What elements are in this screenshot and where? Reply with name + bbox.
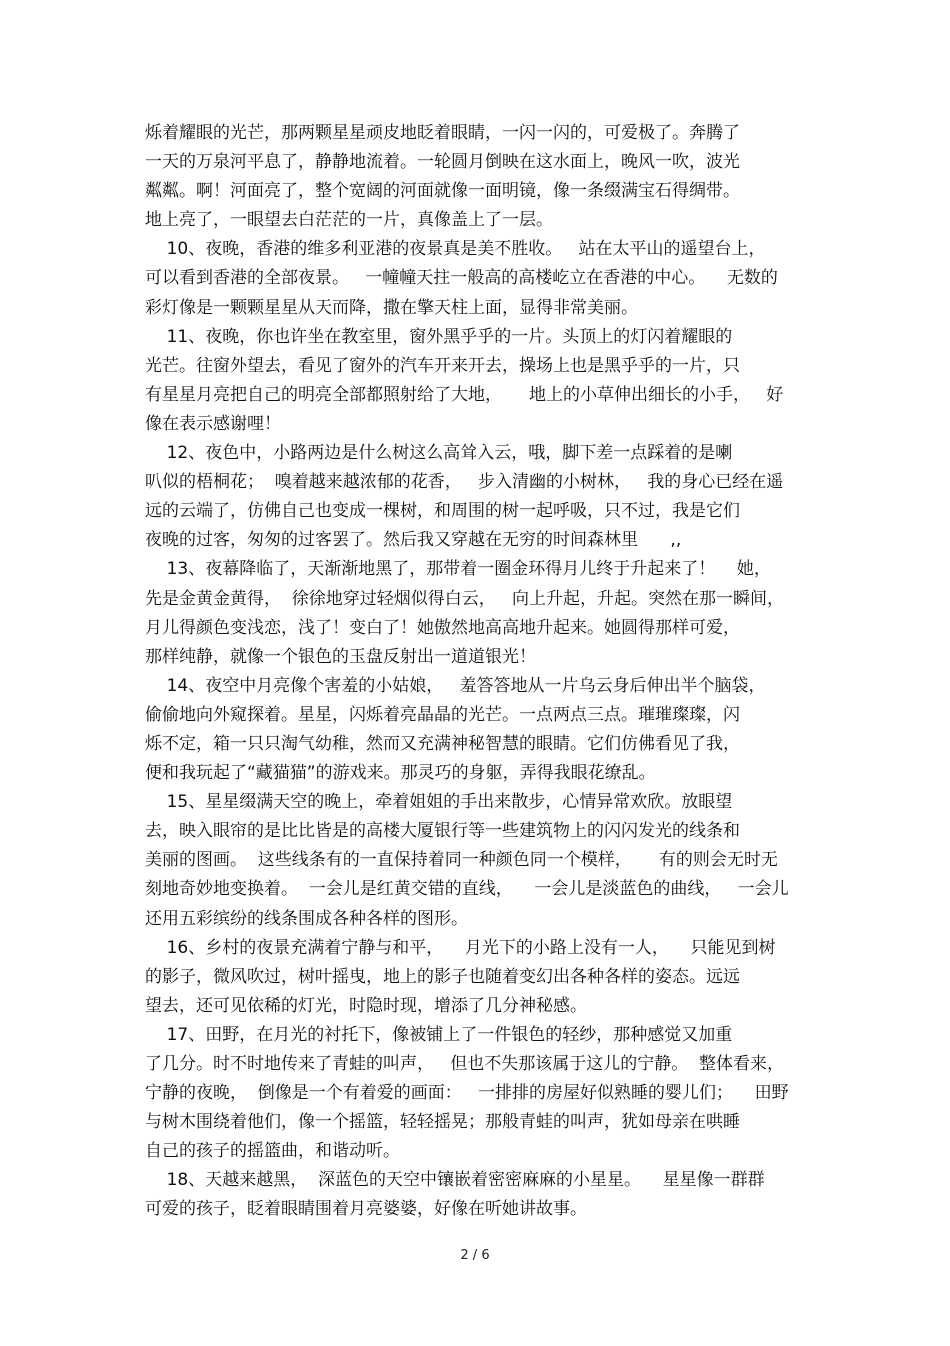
text-line: 了几分。时不时地传来了青蛙的叫声， 但也不失那该属于这儿的宁静。 整体看来， — [145, 1054, 785, 1074]
text-line: 17、田野，在月光的衬托下，像被铺上了一件银色的轻纱，那种感觉又加重 — [145, 1024, 733, 1045]
text-line: 15、星星缀满天空的晚上，牵着姐姐的手出来散步，心情异常欢欣。放眼望 — [145, 792, 733, 813]
text-line: 14、夜空中月亮像个害羞的小姑娘， 羞答答地从一片乌云身后伸出半个脑袋， — [145, 675, 766, 696]
text-line: 可以看到香港的全部夜景。 一幢幢天拄一般高的高楼屹立在香港的中心。 无数的 — [145, 268, 778, 289]
text-line: 那样纯静，就像一个银色的玉盘反射出一道道银光！ — [145, 646, 536, 667]
text-line: 望去，还可见依稀的灯光，时隐时现，增添了几分神秘感。 — [145, 995, 587, 1016]
text-line: 16、乡村的夜景充满着宁静与和平， 月光下的小路上没有一人， 只能见到树 — [145, 937, 776, 958]
text-line: 的影子，微风吹过，树叶摇曳，地上的影子也随着变幻出各种各样的姿态。远远 — [145, 966, 740, 987]
text-line: 远的云端了，仿佛自己也变成一棵树，和周围的树一起呼吸，只不过，我是它们 — [145, 501, 740, 522]
text-line: 宁静的夜晚， 倒像是一个有着爱的画面： 一排排的房屋好似熟睡的婴儿们； 田野 — [145, 1083, 789, 1104]
text-line: 偷偷地向外窥探着。星星，闪烁着亮晶晶的光芒。一点两点三点。璀璀璨璨，闪 — [145, 704, 740, 725]
text-line: 一天的万泉河平息了，静静地流着。一轮圆月倒映在这水面上，晚风一吹，波光 — [145, 152, 740, 173]
text-line: 美丽的图画。 这些线条有的一直保持着同一种颜色同一个模样， 有的则会无时无 — [145, 850, 778, 871]
text-line: 13、夜幕降临了，天渐渐地黑了，那带着一圈金环得月儿终于升起来了！ 她， — [145, 559, 771, 580]
text-line: 烁不定，箱一只只淘气幼稚，然而又充满神秘智慧的眼睛。它们仿佛看见了我， — [145, 733, 740, 754]
text-line: 还用五彩缤纷的线条围成各种各样的图形。 — [145, 908, 468, 929]
text-line: 叭似的梧桐花； 嗅着越来越浓郁的花香， 步入清幽的小树林， 我的身心已经在遥 — [145, 472, 784, 493]
text-line: 像在表示感谢哩！ — [145, 413, 281, 434]
text-line: 11、夜晚，你也许坐在教室里，窗外黑乎乎的一片。头顶上的灯闪着耀眼的 — [145, 326, 733, 347]
text-line: 先是金黄金黄得， 徐徐地穿过轻烟似得白云， 向上升起，升起。突然在那一瞬间， — [145, 588, 785, 609]
text-line: 12、夜色中，小路两边是什么树这么高耸入云，哦，脚下差一点踩着的是喇 — [145, 443, 733, 464]
text-line: 自己的孩子的摇篮曲，和谐动听。 — [145, 1141, 400, 1162]
body-text — [145, 119, 815, 1225]
text-line: 粼粼。啊！河面亮了，整个宽阔的河面就像一面明镜，像一条缀满宝石得绸带。 — [145, 181, 740, 202]
text-line: 可爱的孩子，眨着眼睛围着月亮婆婆，好像在听她讲故事。 — [145, 1199, 587, 1220]
text-line: 夜晚的过客，匆匆的过客罢了。然后我又穿越在无穷的时间森林里 ,, — [145, 530, 682, 551]
text-line: 与树木围绕着他们，像一个摇篮，轻轻摇晃；那般青蛙的叫声，犹如母亲在哄睡 — [145, 1112, 740, 1133]
text-line: 有星星月亮把自己的明亮全部都照射给了大地， 地上的小草伸出细长的小手， 好 — [145, 384, 784, 405]
text-line: 便和我玩起了“藏猫猫”的游戏来。那灵巧的身躯，弄得我眼花缭乱。 — [145, 763, 656, 784]
page-number: 2 / 6 — [460, 1248, 490, 1263]
text-line: 10、夜晚，香港的维多利亚港的夜景真是美不胜收。 站在太平山的遥望台上， — [145, 239, 766, 260]
text-line: 地上亮了，一眼望去白茫茫的一片，真像盖上了一层。 — [145, 210, 553, 231]
text-line: 18、天越来越黑， 深蓝色的天空中镶嵌着密密麻麻的小星星。 星星像一群群 — [145, 1170, 765, 1191]
text-line: 彩灯像是一颗颗星星从天而降，撒在擎天柱上面，显得非常美丽。 — [145, 297, 638, 318]
text-line: 月儿得颜色变浅恋，浅了！变白了！她傲然地高高地升起来。她圆得那样可爱， — [145, 617, 740, 638]
text-line: 去，映入眼帘的是比比皆是的高楼大厦银行等一些建筑物上的闪闪发光的线条和 — [145, 821, 740, 842]
text-line: 光芒。往窗外望去，看见了窗外的汽车开来开去，操场上也是黑乎乎的一片，只 — [145, 355, 740, 376]
text-line: 烁着耀眼的光芒，那两颗星星顽皮地眨着眼睛，一闪一闪的，可爱极了。奔腾了 — [145, 123, 740, 143]
text-line: 刻地奇妙地变换着。 一会儿是红黄交错的直线， 一会儿是淡蓝色的曲线， 一会儿 — [145, 879, 789, 900]
